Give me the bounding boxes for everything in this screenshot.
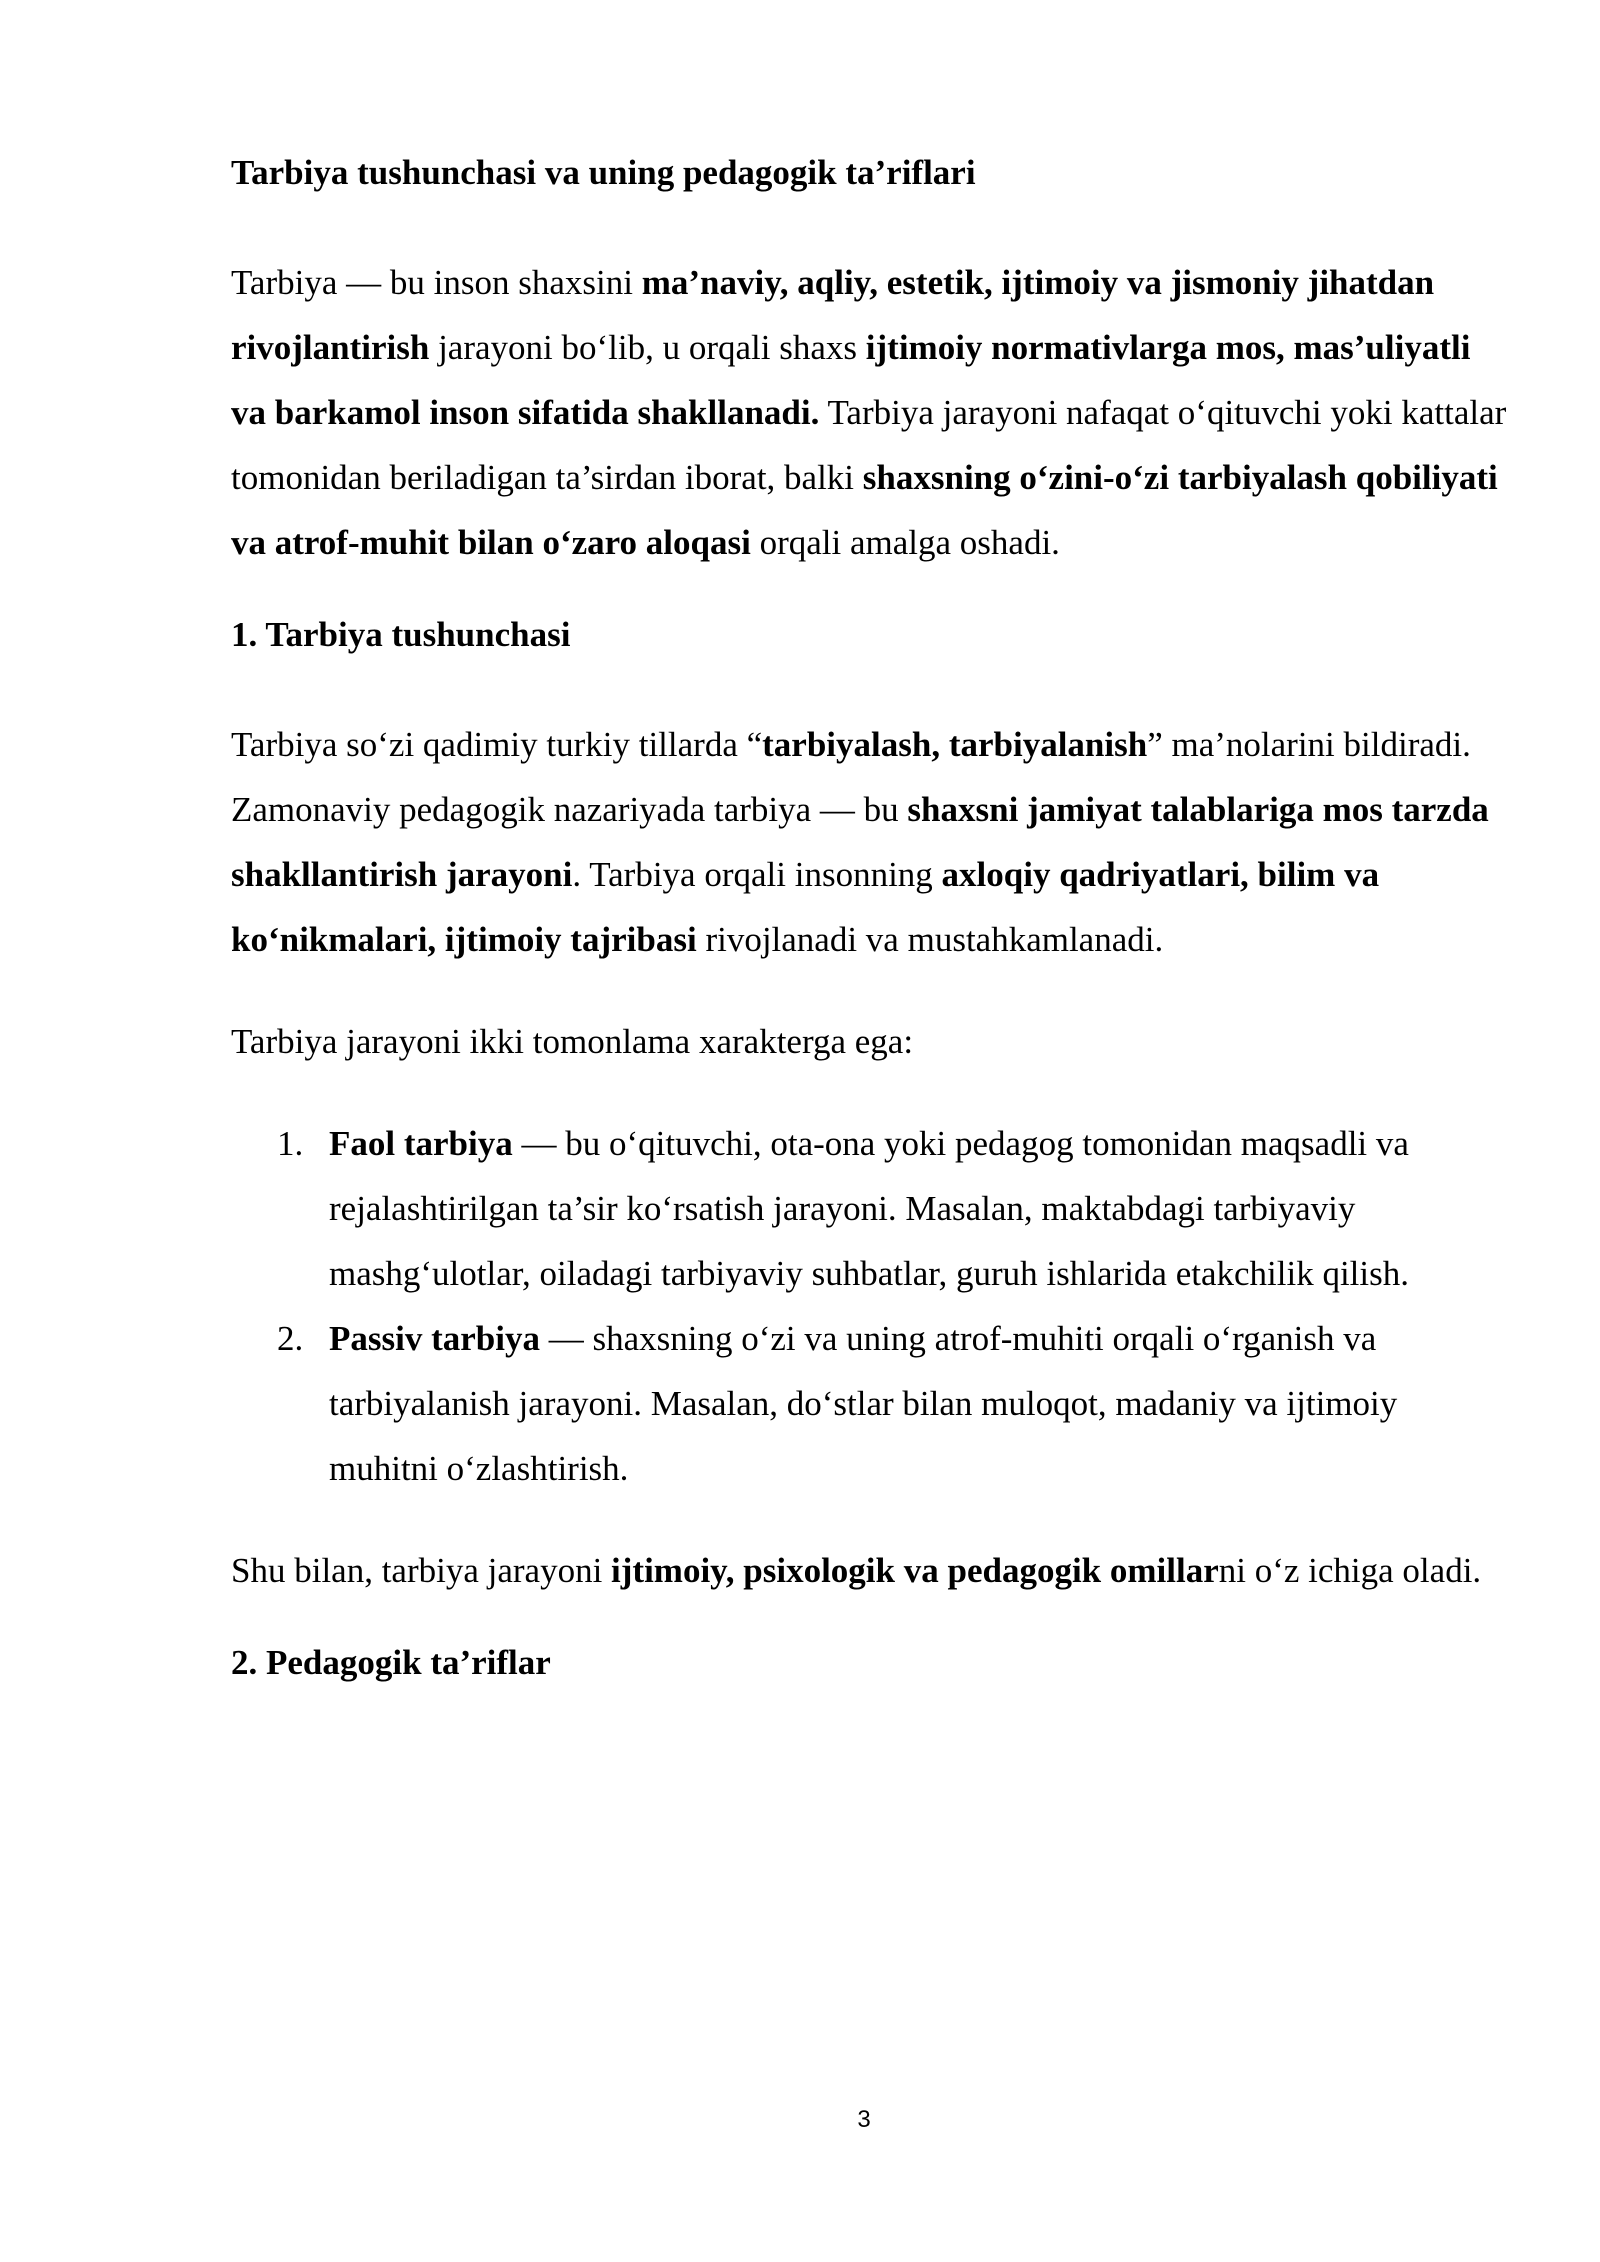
intro-text-2: jarayoni bo‘lib, u orqali shaxs bbox=[429, 328, 866, 367]
list-item-number: 2. bbox=[277, 1319, 304, 1358]
spacer bbox=[231, 972, 1511, 1009]
section-1-paragraph-1 bbox=[231, 712, 1511, 972]
spacer bbox=[231, 195, 1511, 250]
s1p3-text-1: Shu bilan, tarbiya jarayoni bbox=[231, 1551, 612, 1590]
intro-bold-2: ijtimoiy normativlarga mos, mas’uliyatli va barkamol inson sifatida shakllanadi. bbox=[231, 328, 1471, 432]
spacer bbox=[231, 657, 1511, 712]
list-item-term: Faol tarbiya bbox=[329, 1124, 513, 1163]
s1p1-text-4: rivojlanadi va mustahkamlanadi. bbox=[696, 920, 1164, 959]
section-2-heading: 2. Pedagogik ta’riflar bbox=[231, 1643, 551, 1682]
list-item-term: Passiv tarbiya bbox=[329, 1319, 540, 1358]
numbered-list bbox=[231, 1111, 1511, 1501]
s1p1-text-3: . Tarbiya orqali insonning bbox=[572, 855, 942, 894]
section-1-paragraph-2: Tarbiya jarayoni ikki tomonlama xarakterga ega: bbox=[231, 1022, 914, 1061]
s1p1-text-1: Tarbiya so‘zi qadimiy turkiy tillarda “ bbox=[231, 725, 763, 764]
intro-text-3: Tarbiya jarayoni nafaqat o‘qituvchi yoki kattalar tomonidan beriladigan ta’sirdan iborat, balki bbox=[231, 393, 1507, 497]
s1p3-text-2: ni o‘z ichiga oladi. bbox=[1218, 1551, 1482, 1590]
s1p1-bold-1: tarbiyalash, tarbiyalanish bbox=[762, 725, 1148, 764]
document-title: Tarbiya tushunchasi va uning pedagogik ta’riflari bbox=[231, 153, 976, 192]
s1p3-bold-1: ijtimoiy, psixologik va pedagogik omillar bbox=[611, 1551, 1219, 1590]
intro-text-4: orqali amalga oshadi. bbox=[750, 523, 1060, 562]
intro-bold-1: ma’naviy, aqliy, estetik, ijtimoiy va jismoniy jihatdan rivojlantirish bbox=[231, 263, 1435, 367]
list-item bbox=[231, 1111, 1511, 1306]
intro-paragraph bbox=[231, 250, 1511, 575]
section-1-paragraph-3 bbox=[231, 1538, 1511, 1603]
s1p1-bold-3: axloqiy qadriyatlari, bilim va ko‘nikmalari, ijtimoiy tajribasi bbox=[231, 855, 1380, 959]
spacer bbox=[231, 1074, 1511, 1111]
s1p1-text-2: ” ma’nolarini bildiradi. Zamonaviy pedagogik nazariyada tarbiya — bu bbox=[231, 725, 1471, 829]
s1p1-bold-2: shaxsni jamiyat talablariga mos tarzda shakllantirish jarayoni bbox=[231, 790, 1489, 894]
list-item bbox=[231, 1306, 1511, 1501]
intro-bold-3: shaxsning o‘zini-o‘zi tarbiyalash qobiliyati va atrof-muhit bilan o‘zaro aloqasi bbox=[231, 458, 1498, 562]
spacer bbox=[231, 1603, 1511, 1640]
spacer bbox=[231, 575, 1511, 612]
list-item-number: 1. bbox=[277, 1124, 304, 1163]
page-number: 3 bbox=[857, 2106, 871, 2133]
list-item-description: — shaxsning o‘zi va uning atrof-muhiti orqali o‘rganish va tarbiyalanish jarayoni. Masalan, do‘stlar bilan muloqot, madaniy va ijtimoiy muhitni o‘zlashtirish. bbox=[329, 1319, 1398, 1488]
document-body bbox=[231, 150, 1511, 1685]
intro-text-1: Tarbiya — bu inson shaxsini bbox=[231, 263, 642, 302]
section-1-heading: 1. Tarbiya tushunchasi bbox=[231, 615, 571, 654]
spacer bbox=[231, 1501, 1511, 1538]
list-item-description: — bu o‘qituvchi, ota-ona yoki pedagog tomonidan maqsadli va rejalashtirilgan ta’sir ko‘rsatish jarayoni. Masalan, maktabdagi tarbiyaviy mashg‘ulotlar, oiladagi tarbiyaviy suhbatlar, guruh ishlarida etakchilik qilish. bbox=[329, 1124, 1409, 1293]
